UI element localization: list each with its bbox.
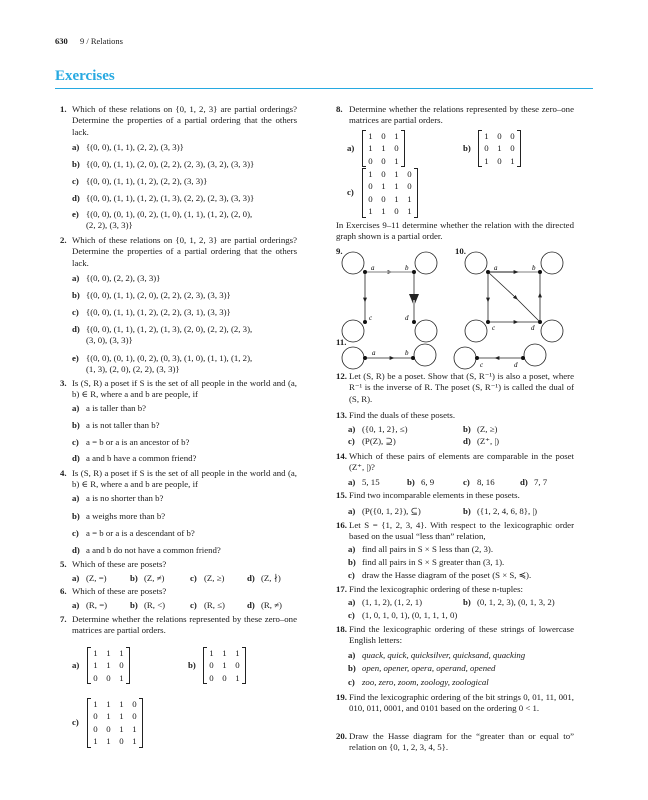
- matrix-cell: 1: [484, 131, 489, 141]
- exercise-4-part-label: d): [72, 545, 80, 555]
- exercise-13-part-label: b): [463, 424, 471, 434]
- matrix-cell: 0: [132, 711, 137, 722]
- exercise-6-number: 6.: [60, 586, 67, 596]
- exercise-3-number: 3.: [60, 378, 67, 388]
- matrix-cell: 0: [119, 736, 124, 747]
- exercise-7-part-label: b): [188, 659, 196, 670]
- matrix-cell: 0: [381, 169, 386, 179]
- matrix-cell: 1: [394, 169, 399, 179]
- exercise-15-number: 15.: [336, 490, 347, 500]
- matrix-cell: 0: [484, 143, 489, 154]
- exercise-5-part-label: b): [130, 573, 138, 583]
- matrix-cell: 1: [381, 206, 386, 217]
- exercise-13-part-label: a): [348, 424, 356, 434]
- exercise-2-part-text: {(0, 0), (1, 1), (1, 2), (2, 2), (3, 1), (3, 3)}: [86, 307, 231, 317]
- node-label: a: [494, 264, 498, 272]
- exercise-2-part-text: {(0, 0), (2, 2), (3, 3)}: [86, 273, 161, 283]
- zero-one-matrix: [362, 130, 405, 167]
- matrix-cell: 0: [106, 723, 111, 734]
- exercise-18-part-text: open, opener, opera, operand, opened: [362, 663, 496, 673]
- exercise-14-part-label: c): [463, 477, 470, 487]
- exercise-19-number: 19.: [336, 692, 347, 702]
- exercise-13-part-text: ({0, 1, 2}, ≤): [362, 424, 408, 434]
- exercise-6-text: Which of these are posets?: [72, 586, 167, 596]
- node-label: c: [480, 361, 484, 369]
- node-label: b: [405, 264, 409, 272]
- exercise-8-text: Determine whether the relations represented by these zero–one matrices are partial orders.: [349, 104, 574, 126]
- exercise-18-part-text: quack, quick, quicksilver, quicksand, quacking: [362, 650, 526, 660]
- exercise-3-part-text: a and b have a common friend?: [86, 453, 197, 463]
- exercise-2-part-label: e): [72, 353, 79, 363]
- exercise-5-part-text: (Z, ∤): [261, 573, 281, 583]
- exercise-15-text: Find two incomparable elements in these posets.: [349, 490, 520, 500]
- matrix-cell: 1: [235, 648, 240, 658]
- exercise-4-part-label: b): [72, 511, 80, 521]
- exercise-14-part-text: 8, 16: [477, 477, 495, 487]
- exercise-3-part-label: d): [72, 453, 80, 463]
- exercise-20-number: 20.: [336, 731, 347, 741]
- exercise-13-part-text: (P(Z), ⊇): [362, 436, 396, 446]
- exercise-14-part-label: b): [407, 477, 415, 487]
- matrix-cell: 1: [381, 143, 386, 154]
- zero-one-matrix: [203, 647, 246, 684]
- exercise-13-part-label: d): [463, 436, 471, 446]
- exercise-8-number: 8.: [336, 104, 343, 114]
- exercise-16-part-text: draw the Hasse diagram of the poset (S × S, ≼).: [362, 570, 532, 580]
- matrix-cell: 0: [510, 131, 515, 141]
- exercise-8-part-label: a): [347, 142, 355, 153]
- exercise-17-number: 17.: [336, 584, 347, 594]
- exercise-16-part-label: a): [348, 544, 356, 554]
- exercise-6-part-label: d): [247, 600, 255, 610]
- exercise-11-number: 11.: [336, 337, 347, 347]
- exercise-18-part-label: c): [348, 677, 355, 687]
- matrix-cell: 1: [106, 648, 111, 658]
- matrix-cell: 0: [93, 672, 98, 683]
- matrix-cell: 0: [209, 660, 214, 671]
- exercise-17-part-text: (1, 1, 2), (1, 2, 1): [362, 597, 423, 607]
- exercise-13-part-text: (Z, ≥): [477, 424, 498, 434]
- exercise-5-number: 5.: [60, 559, 67, 569]
- exercise-4-text: Is (S, R) a poset if S is the set of all people in the world and (a, b) ∈ R, where a and b are people, if: [72, 468, 297, 490]
- exercise-2-part-label: a): [72, 273, 80, 283]
- exercise-1-part-text: {(0, 0), (1, 1), (1, 2), (1, 3), (2, 2), (2, 3), (3, 3)}: [86, 193, 255, 203]
- exercise-9-number: 9.: [336, 246, 343, 256]
- exercise-1-part-label: a): [72, 142, 80, 152]
- exercise-5-part-label: d): [247, 573, 255, 583]
- matrix-cell: 0: [394, 206, 399, 217]
- exercise-10-number: 10.: [455, 246, 466, 256]
- matrix-cell: 1: [119, 711, 124, 722]
- section-title: Exercises: [55, 68, 115, 84]
- matrix-cell: 1: [407, 206, 412, 217]
- exercise-15-part-text: ({1, 2, 4, 6, 8}, |): [477, 506, 538, 516]
- exercise-8-part-label: c): [347, 186, 354, 197]
- exercise-4-part-text: a weighs more than b?: [86, 511, 166, 521]
- matrix-cell: 1: [510, 155, 515, 166]
- exercise-13-number: 13.: [336, 410, 347, 420]
- exercise-18-number: 18.: [336, 624, 347, 634]
- matrix-cell: 0: [368, 193, 373, 204]
- matrix-cell: 1: [119, 672, 124, 683]
- exercise-7-part-label: a): [72, 659, 80, 670]
- matrix-cell: 1: [93, 736, 98, 747]
- page-number: 630: [55, 36, 68, 46]
- exercise-18-part-text: zoo, zero, zoom, zoology, zoological: [362, 677, 489, 687]
- matrix-cell: 0: [209, 672, 214, 683]
- exercise-17-part-label: c): [348, 610, 355, 620]
- matrix-cell: 1: [484, 155, 489, 166]
- matrix-cell: 1: [106, 660, 111, 671]
- graph-exercise-9: [342, 252, 437, 342]
- exercise-13-part-text: (Z⁺, |): [477, 436, 500, 446]
- zero-one-matrix: [87, 647, 130, 684]
- exercise-3-part-text: a is taller than b?: [86, 403, 147, 413]
- exercises-9-11-intro: In Exercises 9–11 determine whether the relation with the directed graph shown is a partial order.: [336, 220, 574, 242]
- exercise-17-part-text: (0, 1, 2, 3), (0, 1, 3, 2): [477, 597, 555, 607]
- matrix-cell: 1: [497, 143, 502, 154]
- matrix-cell: 1: [209, 648, 214, 658]
- exercise-16-part-text: find all pairs in S × S greater than (3, 1).: [362, 557, 505, 567]
- matrix-cell: 1: [368, 143, 373, 154]
- exercise-4-part-label: c): [72, 528, 79, 538]
- matrix-cell: 1: [222, 660, 227, 671]
- exercise-7-part-label: c): [72, 716, 79, 727]
- exercise-1-part-label: c): [72, 176, 79, 186]
- exercise-6-part-label: b): [130, 600, 138, 610]
- matrix-cell: 1: [106, 711, 111, 722]
- matrix-cell: 1: [106, 736, 111, 747]
- exercise-12-number: 12.: [336, 371, 347, 381]
- matrix-cell: 1: [235, 672, 240, 683]
- matrix-cell: 0: [106, 672, 111, 683]
- exercise-15-part-text: (P({0, 1, 2}), ⊆): [362, 506, 421, 516]
- exercise-1-part-text: {(0, 0), (1, 1), (2, 0), (2, 2), (2, 3), (3, 2), (3, 3)}: [86, 159, 255, 169]
- node-label: d: [405, 314, 409, 322]
- exercise-5-part-text: (Z, ≠): [144, 573, 165, 583]
- exercise-3-part-label: b): [72, 420, 80, 430]
- exercise-3-part-label: a): [72, 403, 80, 413]
- matrix-cell: 0: [381, 155, 386, 166]
- exercise-1-part-label: b): [72, 159, 80, 169]
- exercise-8-part-label: b): [463, 142, 471, 153]
- matrix-cell: 0: [235, 660, 240, 671]
- exercise-1-part-label: d): [72, 193, 80, 203]
- exercise-2-part-label: d): [72, 324, 80, 334]
- matrix-cell: 0: [93, 711, 98, 722]
- exercise-2-text: Which of these relations on {0, 1, 2, 3} are partial orderings? Determine the properties of a partial ordering that the others lack.: [72, 235, 297, 268]
- matrix-cell: 1: [119, 699, 124, 709]
- exercise-1-text: Which of these relations on {0, 1, 2, 3} are partial orderings? Determine the properties of a partial ordering that the others lack.: [72, 104, 297, 137]
- matrix-cell: 0: [368, 155, 373, 166]
- node-label: c: [492, 324, 496, 332]
- matrix-cell: 1: [132, 736, 137, 747]
- matrix-cell: 1: [93, 699, 98, 709]
- matrix-cell: 0: [394, 143, 399, 154]
- exercise-4-part-text: a is no shorter than b?: [86, 493, 164, 503]
- exercise-15-part-label: b): [463, 506, 471, 516]
- exercise-6-part-text: (R, ≠): [261, 600, 282, 610]
- exercise-17-part-label: a): [348, 597, 356, 607]
- exercise-13-part-label: c): [348, 436, 355, 446]
- exercise-2-part-text: {(0, 0), (1, 1), (1, 2), (1, 3), (2, 0), (2, 2), (2, 3), (3, 0), (3, 3)}: [86, 324, 253, 346]
- matrix-cell: 0: [381, 193, 386, 204]
- matrix-cell: 0: [132, 699, 137, 709]
- matrix-cell: 0: [93, 723, 98, 734]
- exercise-17-part-label: b): [463, 597, 471, 607]
- exercise-14-part-label: d): [520, 477, 528, 487]
- matrix-cell: 1: [394, 193, 399, 204]
- matrix-cell: 1: [119, 723, 124, 734]
- matrix-cell: 1: [106, 699, 111, 709]
- exercise-14-part-text: 6, 9: [421, 477, 435, 487]
- exercise-6-part-text: (R, =): [86, 600, 108, 610]
- exercise-2-part-text: {(0, 0), (1, 1), (2, 0), (2, 2), (2, 3), (3, 3)}: [86, 290, 231, 300]
- node-label: d: [531, 324, 535, 332]
- exercise-2-part-label: b): [72, 290, 80, 300]
- matrix-cell: 1: [394, 131, 399, 141]
- exercise-3-part-text: a = b or a is an ancestor of b?: [86, 437, 190, 447]
- exercise-6-part-text: (R, <): [144, 600, 166, 610]
- matrix-cell: 1: [222, 648, 227, 658]
- matrix-cell: 1: [132, 723, 137, 734]
- exercise-4-number: 4.: [60, 468, 67, 478]
- exercise-2-part-text: {(0, 0), (0, 1), (0, 2), (0, 3), (1, 0), (1, 1), (1, 2), (1, 3), (2, 0), (2, 2), (3, 3)}: [86, 353, 253, 375]
- exercise-1-part-text: {(0, 0), (1, 1), (1, 2), (2, 2), (3, 3)}: [86, 176, 208, 186]
- node-label: d: [514, 361, 518, 369]
- exercise-13-text: Find the duals of these posets.: [349, 410, 456, 420]
- exercise-16-part-label: b): [348, 557, 356, 567]
- matrix-cell: 1: [119, 648, 124, 658]
- matrix-cell: 0: [381, 131, 386, 141]
- matrix-cell: 0: [407, 181, 412, 192]
- exercise-4-part-label: a): [72, 493, 80, 503]
- exercise-5-part-text: (Z, ≥): [204, 573, 225, 583]
- exercise-18-text: Find the lexicographic ordering of these strings of lowercase English letters:: [349, 624, 574, 646]
- running-header: 9 / Relations: [80, 36, 123, 46]
- node-label: a: [372, 349, 376, 357]
- matrix-cell: 1: [93, 660, 98, 671]
- exercise-2-part-label: c): [72, 307, 79, 317]
- exercise-6-part-label: c): [190, 600, 197, 610]
- matrix-cell: 1: [394, 155, 399, 166]
- exercise-19-text: Find the lexicographic ordering of the bit strings 0, 01, 11, 001, 010, 011, 0001, and 0101 based on the ordering 0 < 1.: [349, 692, 574, 714]
- exercise-12-text: Let (S, R) be a poset. Show that (S, R⁻¹) is also a poset, where R⁻¹ is the inverse of R. The poset (S, R⁻¹) is called the dual of (S, R).: [349, 371, 574, 404]
- matrix-cell: 1: [407, 193, 412, 204]
- exercise-1-part-text: {(0, 0), (1, 1), (2, 2), (3, 3)}: [86, 142, 184, 152]
- exercise-4-part-text: a and b do not have a common friend?: [86, 545, 221, 555]
- exercise-16-part-label: c): [348, 570, 355, 580]
- node-label: c: [369, 314, 373, 322]
- exercise-17-part-text: (1, 0, 1, 0, 1), (0, 1, 1, 1, 0): [362, 610, 458, 620]
- matrix-cell: 1: [368, 206, 373, 217]
- exercise-14-number: 14.: [336, 451, 347, 461]
- zero-one-matrix: [87, 698, 143, 748]
- exercise-16-text: Let S = {1, 2, 3, 4}. With respect to the lexicographic order based on the usual “less than” relation,: [349, 520, 574, 542]
- node-label: b: [405, 349, 409, 357]
- exercise-16-number: 16.: [336, 520, 347, 530]
- matrix-cell: 0: [368, 181, 373, 192]
- exercise-1-part-text: {(0, 0), (0, 1), (0, 2), (1, 0), (1, 1), (1, 2), (2, 0), (2, 2), (3, 3)}: [86, 209, 253, 231]
- exercise-3-text: Is (S, R) a poset if S is the set of all people in the world and (a, b) ∈ R, where a and b are people, if: [72, 378, 297, 400]
- exercise-1-part-label: e): [72, 209, 79, 219]
- exercise-5-part-label: c): [190, 573, 197, 583]
- exercise-4-part-text: a = b or a is a descendant of b?: [86, 528, 195, 538]
- graph-exercise-10: [465, 252, 563, 342]
- exercise-14-part-text: 5, 15: [362, 477, 380, 487]
- exercise-7-text: Determine whether the relations represented by these zero–one matrices are partial orders.: [72, 614, 297, 636]
- exercise-14-part-label: a): [348, 477, 356, 487]
- exercise-15-part-label: a): [348, 506, 356, 516]
- matrix-cell: 1: [368, 169, 373, 179]
- exercise-17-text: Find the lexicographic ordering of these n-tuples:: [349, 584, 523, 594]
- zero-one-matrix: [478, 130, 521, 167]
- exercise-5-part-text: (Z, =): [86, 573, 107, 583]
- matrix-cell: 0: [222, 672, 227, 683]
- node-label: a: [371, 264, 375, 272]
- exercise-18-part-label: b): [348, 663, 356, 673]
- zero-one-matrix: [362, 168, 418, 218]
- matrix-cell: 1: [394, 181, 399, 192]
- matrix-cell: 0: [119, 660, 124, 671]
- exercise-6-part-label: a): [72, 600, 80, 610]
- matrix-cell: 0: [407, 169, 412, 179]
- exercise-16-part-text: find all pairs in S × S less than (2, 3).: [362, 544, 494, 554]
- matrix-cell: 0: [497, 131, 502, 141]
- exercise-14-text: Which of these pairs of elements are comparable in the poset (Z⁺, |)?: [349, 451, 574, 473]
- matrix-cell: 0: [497, 155, 502, 166]
- matrix-cell: 1: [381, 181, 386, 192]
- exercise-6-part-text: (R, ≤): [204, 600, 225, 610]
- exercise-5-text: Which of these are posets?: [72, 559, 167, 569]
- exercise-3-part-text: a is not taller than b?: [86, 420, 160, 430]
- matrix-cell: 1: [368, 131, 373, 141]
- exercise-7-number: 7.: [60, 614, 67, 624]
- exercise-18-part-label: a): [348, 650, 356, 660]
- exercise-20-text: Draw the Hasse diagram for the “greater than or equal to” relation on {0, 1, 2, 3, 4, 5}.: [349, 731, 574, 753]
- exercise-2-number: 2.: [60, 235, 67, 245]
- exercise-1-number: 1.: [60, 104, 67, 114]
- matrix-cell: 0: [510, 143, 515, 154]
- exercise-14-part-text: 7, 7: [534, 477, 548, 487]
- matrix-cell: 1: [93, 648, 98, 658]
- node-label: b: [532, 264, 536, 272]
- exercise-3-part-label: c): [72, 437, 79, 447]
- exercise-5-part-label: a): [72, 573, 80, 583]
